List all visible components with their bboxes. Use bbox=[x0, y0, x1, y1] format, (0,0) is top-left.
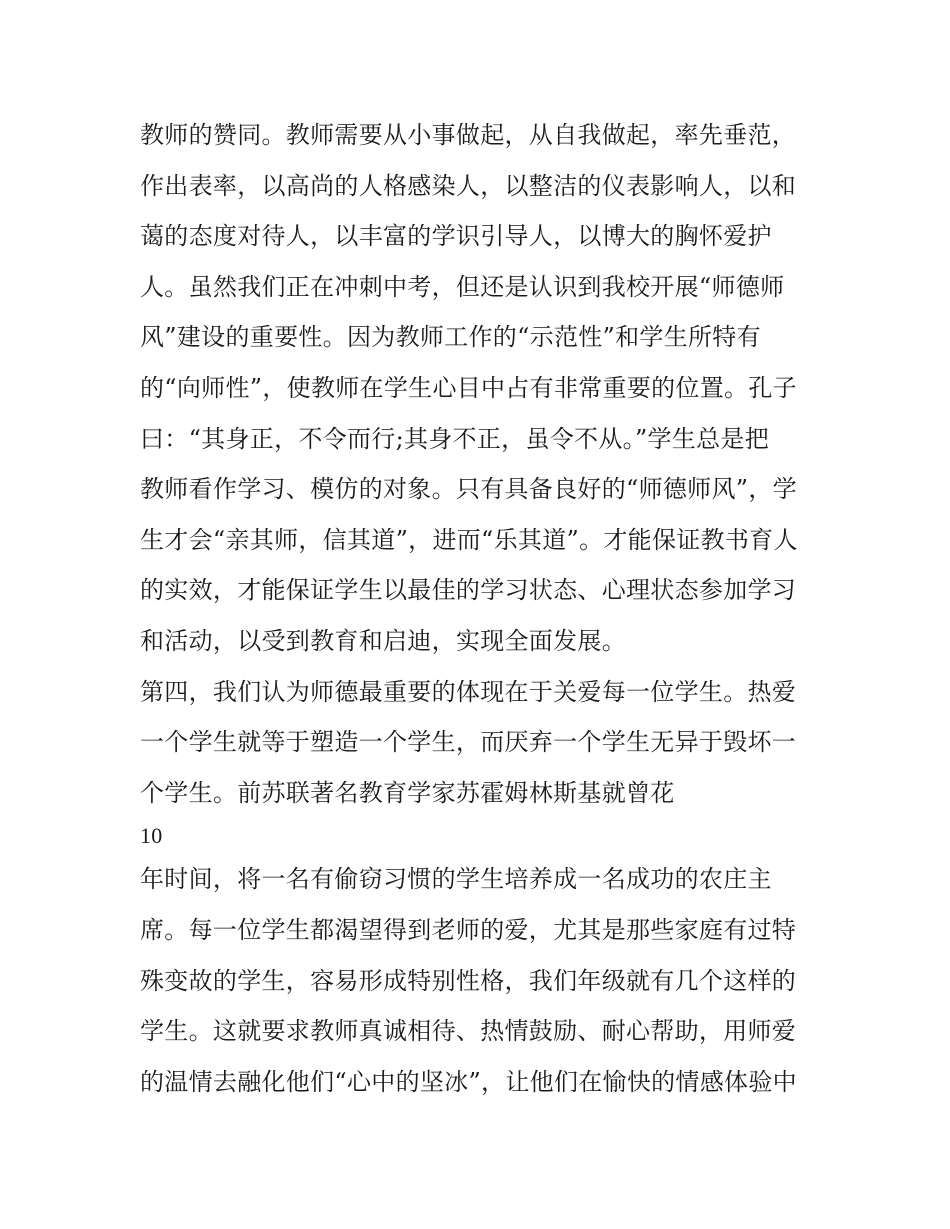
text-line: 作出表率，以高尚的人格感染人，以整洁的仪表影响人，以和 bbox=[140, 171, 797, 200]
text-line: 蔼的态度对待人，以丰富的学识引导人，以博大的胸怀爱护 bbox=[140, 222, 772, 251]
text-line: 和活动，以受到教育和启迪，实现全面发展。 bbox=[140, 626, 626, 655]
text-line: 席。每一位学生都渴望得到老师的爱，尤其是那些家庭有过特 bbox=[140, 915, 797, 944]
text-line: 人。虽然我们正在冲刺中考，但还是认识到我校开展“师德师 bbox=[140, 272, 785, 301]
text-line: 一个学生就等于塑造一个学生，而厌弃一个学生无异于毁坏一 bbox=[140, 728, 797, 757]
text-line: 教师看作学习、模仿的对象。只有具备良好的“师德师风”，学 bbox=[140, 475, 797, 504]
text-line: 个学生。前苏联著名教育学家苏霍姆林斯基就曾花 bbox=[140, 778, 675, 807]
text-line: 风”建设的重要性。因为教师工作的“示范性”和学生所特有 bbox=[140, 323, 761, 352]
text-line: 的温情去融化他们“心中的坚冰”，让他们在愉快的情感体验中 bbox=[140, 1067, 797, 1096]
text-line: 年时间，将一名有偷窃习惯的学生培养成一名成功的农庄主 bbox=[140, 865, 772, 894]
text-line: 学生。这就要求教师真诚相待、热情鼓励、耐心帮助，用师爱 bbox=[140, 1017, 797, 1046]
text-line: 的“向师性”，使教师在学生心目中占有非常重要的位置。孔子 bbox=[140, 373, 797, 402]
body-text bbox=[140, 110, 830, 1107]
text-line: 曰：“其身正，不令而行;其身不正，虽令不从。”学生总是把 bbox=[140, 424, 770, 453]
text-line: 教师的赞同。教师需要从小事做起，从自我做起，率先垂范， bbox=[140, 121, 797, 149]
text-line: 第四，我们认为师德最重要的体现在于关爱每一位学生。热爱 bbox=[140, 677, 797, 706]
text-line-number: 10 bbox=[140, 823, 163, 849]
text-line: 殊变故的学生，容易形成特别性格，我们年级就有几个这样的 bbox=[140, 966, 797, 995]
text-line: 生才会“亲其师，信其道”，进而“乐其道”。才能保证教书育人 bbox=[140, 525, 798, 554]
text-line: 的实效，才能保证学生以最佳的学习状态、心理状态参加学习 bbox=[140, 576, 797, 605]
